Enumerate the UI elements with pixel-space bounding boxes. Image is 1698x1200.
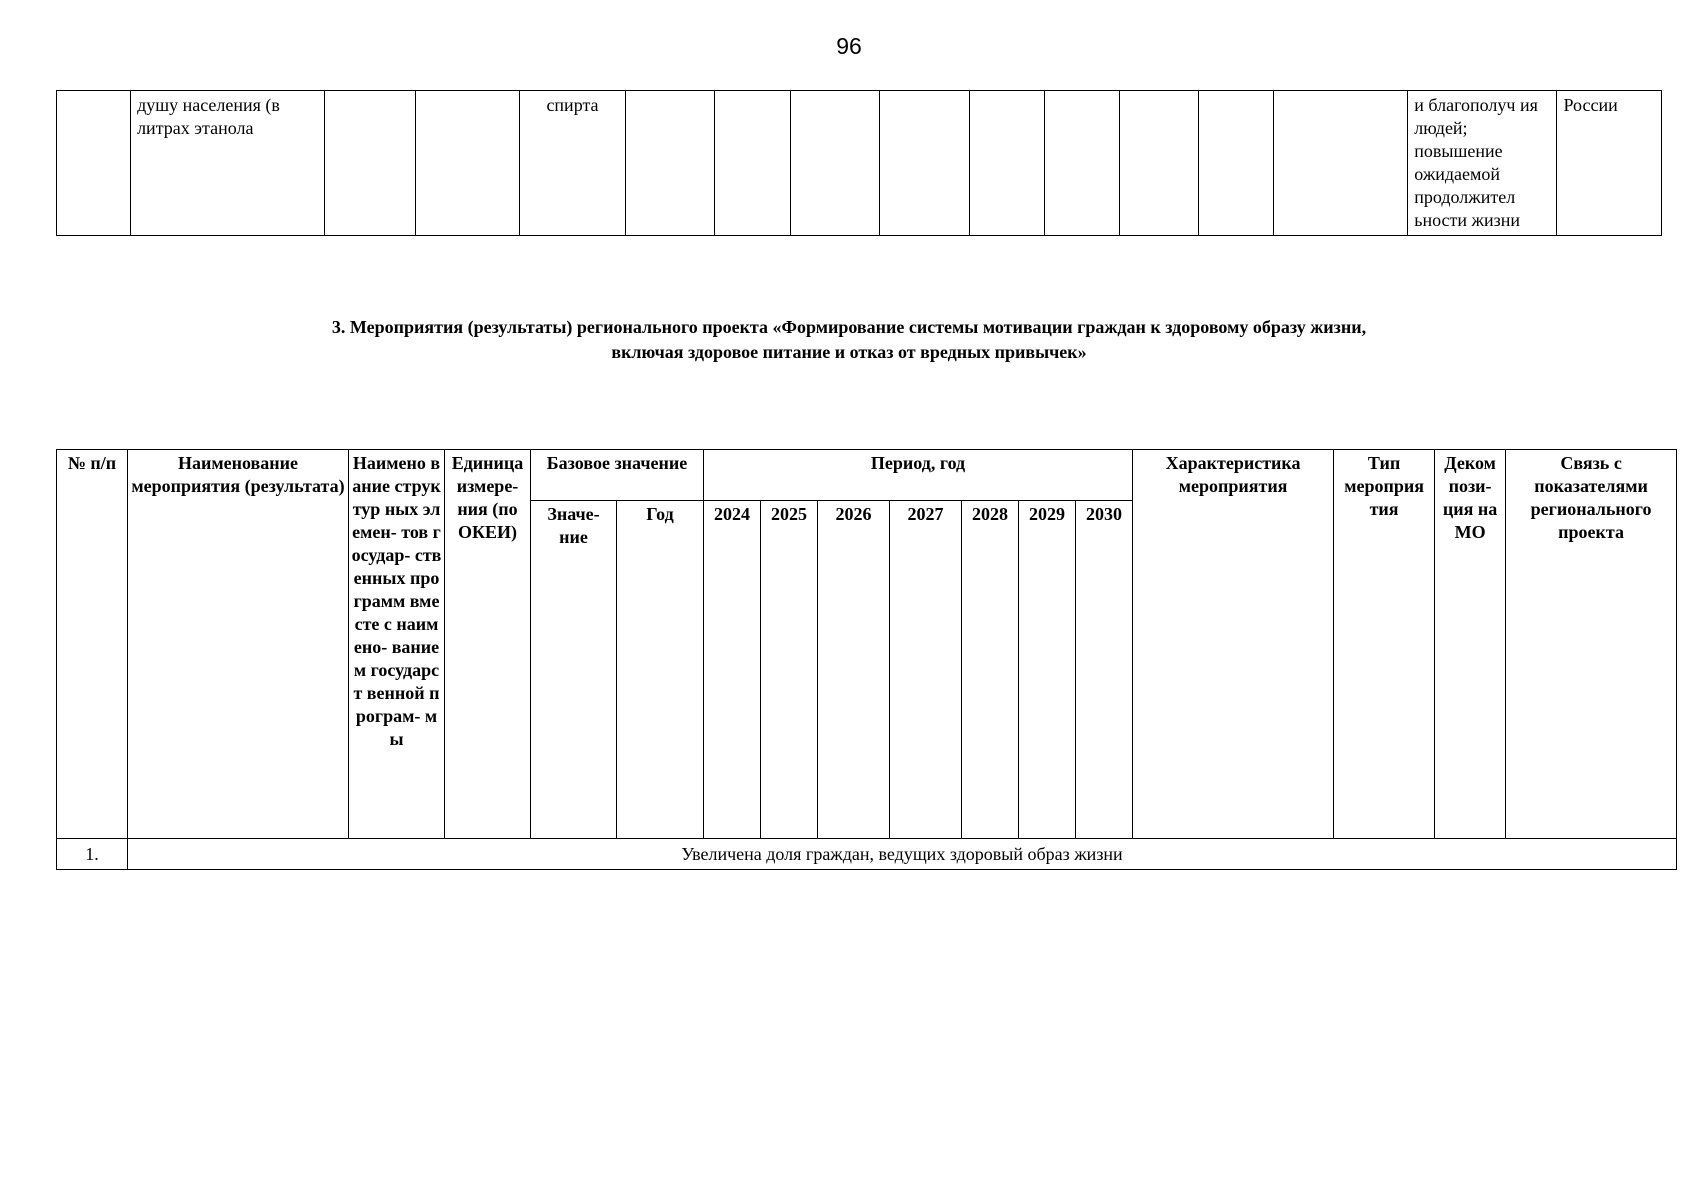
cell-empty: [1198, 91, 1273, 236]
header-row-1: [57, 450, 1677, 501]
row-task-text: Увеличена доля граждан, ведущих здоровый образ жизни: [128, 839, 1677, 870]
cell-empty: [1045, 91, 1120, 236]
country-cell: России: [1557, 91, 1662, 236]
header-name: Наименование мероприятия (результата): [128, 450, 349, 839]
cell-empty: [625, 91, 715, 236]
section-title: [120, 315, 1578, 365]
cell-empty: [880, 91, 970, 236]
continuation-table: [56, 90, 1662, 236]
header-base: Базовое значение: [531, 450, 704, 501]
cell-empty: [1273, 91, 1408, 236]
indicator-name-cell: душу населения (в литрах этанола: [131, 91, 325, 236]
header-structural: Наимено вание структур ных элемен- тов государ- ственных программ вместе с наимено- ванием государст венной програм- мы: [349, 450, 445, 839]
header-num: № п/п: [57, 450, 128, 839]
cell-empty: [715, 91, 790, 236]
goal-cell: и благополуч ия людей; повышение ожидаемой продолжител ьности жизни: [1408, 91, 1557, 236]
activities-table: [56, 449, 1677, 870]
header-base-value: Значе- ние: [531, 501, 617, 839]
header-period: Период, год: [704, 450, 1133, 501]
header-year-2030: 2030: [1076, 501, 1133, 839]
header-base-year: Год: [617, 501, 704, 839]
cell-empty: [325, 91, 416, 236]
header-year-2026: 2026: [818, 501, 890, 839]
cell-empty: [970, 91, 1045, 236]
cell-empty: [790, 91, 880, 236]
section-title-line2: включая здоровое питание и отказ от вредных привычек»: [611, 342, 1087, 362]
unit-cell: спирта: [520, 91, 625, 236]
header-characteristic: Характеристика мероприятия: [1133, 450, 1334, 839]
header-year-2028: 2028: [962, 501, 1019, 839]
header-decomposition: Деком пози- ция на МО: [1435, 450, 1506, 839]
header-year-2025: 2025: [761, 501, 818, 839]
header-year-2029: 2029: [1019, 501, 1076, 839]
cell-empty: [57, 91, 131, 236]
header-unit: Единица измере- ния (по ОКЕИ): [445, 450, 531, 839]
table-row: [57, 839, 1677, 870]
continuation-row: [57, 91, 1662, 236]
row-number: 1.: [57, 839, 128, 870]
cell-empty: [1120, 91, 1198, 236]
header-year-2024: 2024: [704, 501, 761, 839]
header-link: Связь с показателями регионального проекта: [1506, 450, 1677, 839]
header-year-2027: 2027: [890, 501, 962, 839]
header-type: Тип мероприя тия: [1334, 450, 1435, 839]
cell-empty: [415, 91, 519, 236]
section-title-line1: 3. Мероприятия (результаты) регионального проекта «Формирование системы мотивации граждан к здоровому образу жизни,: [331, 317, 1367, 337]
page-number: 96: [836, 33, 862, 59]
